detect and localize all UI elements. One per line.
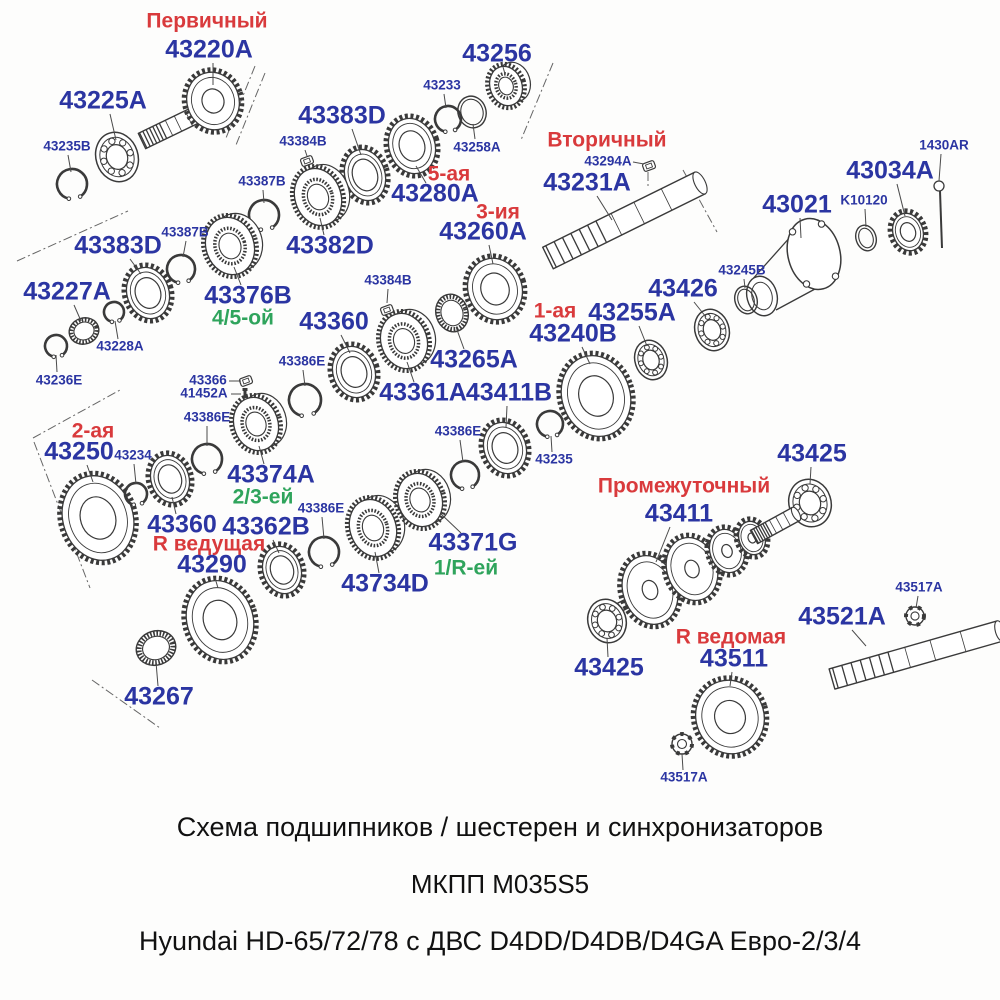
part-gear-43034A [885, 206, 932, 258]
part-label: 43228A [96, 338, 144, 354]
part-label: 43384B [364, 272, 412, 288]
part-label: R ведомая [675, 625, 787, 649]
part-label: 43255A [588, 298, 676, 327]
part-label: Промежуточный [597, 474, 771, 498]
part-label: 43235B [43, 138, 91, 154]
part-label: 43383D [298, 101, 386, 130]
part-label: Вторичный [547, 128, 667, 152]
part-synchro-43374A [224, 388, 293, 459]
part-label: 43290 [177, 550, 247, 579]
part-key-43366 [239, 375, 253, 387]
part-label: 43376B [204, 281, 292, 310]
part-label: 43034A [846, 156, 934, 185]
part-label: 2-ая [71, 419, 115, 443]
part-label: 43021 [762, 190, 832, 219]
part-gear-43290 [173, 569, 267, 672]
part-lock-washer-43517A-upper [906, 607, 924, 625]
part-gear-43360-upper [323, 338, 385, 407]
part-bearing-43225A [89, 127, 144, 188]
part-label: 43383D [74, 231, 162, 260]
part-label: 1/R-ей [433, 556, 499, 580]
part-label: 43265A [430, 345, 518, 374]
part-label: 43245B [718, 262, 766, 278]
gearbox-model: МКПП M035S5 [410, 869, 590, 899]
part-synchro-43376B [196, 207, 270, 284]
part-label: 43361A [379, 378, 467, 407]
part-label: Первичный [146, 9, 268, 33]
part-gear-43240B [548, 343, 644, 448]
part-gear-43250 [48, 463, 147, 573]
part-label: 43240B [529, 319, 617, 348]
part-label: 43280A [391, 179, 479, 208]
part-label: 43234 [114, 447, 152, 463]
part-gear-43411B [474, 414, 536, 483]
part-label: 43734D [341, 569, 429, 598]
part-key-43294A [642, 160, 656, 172]
part-label: R ведущая [152, 532, 266, 556]
part-label: 3-ия [476, 200, 520, 224]
part-pin-1430AR [934, 181, 944, 248]
part-label: K10120 [840, 192, 888, 208]
part-label: 5-ая [427, 162, 471, 186]
part-label: 43256 [462, 39, 532, 68]
part-label: 43387B [161, 224, 209, 240]
part-label: 43387B [238, 173, 286, 189]
part-key-43384B-lower [380, 304, 394, 316]
part-label: 43517A [895, 579, 943, 595]
part-label: 43233 [423, 77, 461, 93]
part-snapring-43386E-4 [447, 457, 482, 492]
part-needle-bearing-43265A [431, 290, 473, 336]
part-label: 43386E [434, 423, 482, 439]
part-label: 43411B [465, 378, 553, 407]
part-label: 43425 [777, 439, 847, 468]
part-label: 43384B [279, 133, 327, 149]
part-label: 43426 [648, 274, 718, 303]
part-label: 43517A [660, 769, 708, 785]
part-gear-43383D-lower [117, 259, 179, 328]
part-label: 43294A [584, 153, 632, 169]
part-label: 43382D [286, 231, 374, 260]
part-label: 43258A [453, 139, 501, 155]
part-label: 43250 [44, 437, 114, 466]
part-label: 43386E [297, 500, 345, 516]
diagram-title: Схема подшипников / шестерен и синхронизаторов [176, 812, 824, 842]
part-label: 43220A [165, 35, 253, 64]
part-label: 4/5-ой [212, 306, 274, 330]
part-label: 43360 [147, 510, 217, 539]
part-ring-K10120 [852, 223, 879, 254]
part-label: 41452A [180, 385, 228, 401]
part-snapring-43235B [53, 165, 91, 202]
part-bearing-43426 [689, 305, 734, 355]
part-key-43384B-upper [300, 155, 314, 167]
part-label: 43260A [439, 217, 527, 246]
part-snapring-43235 [534, 408, 567, 440]
part-label: 43362B [222, 512, 310, 541]
vehicle-application: Hyundai HD-65/72/78 с ДВС D4DD/D4DB/D4GA Евро-2/3/4 [138, 926, 862, 956]
part-label: 43225A [59, 86, 147, 115]
part-bearing-43255A [630, 336, 673, 384]
part-label: 43425 [574, 653, 644, 682]
part-label: 43366 [189, 372, 227, 388]
part-label: 43227A [23, 277, 111, 306]
part-label: 43411 [644, 499, 714, 528]
part-label: 43386E [183, 409, 231, 425]
part-label: 43267 [124, 682, 194, 711]
part-label: 43521A [798, 602, 886, 631]
part-label: 1-ая [533, 299, 577, 323]
part-label: 43371G [428, 528, 518, 557]
part-label: 2/3-ей [232, 485, 294, 509]
part-label: 43360 [299, 307, 369, 336]
part-label: 43374A [227, 460, 315, 489]
part-label: 43235 [535, 451, 573, 467]
part-label: 43386E [278, 353, 326, 369]
part-label: 43511 [699, 644, 769, 673]
part-label: 43231A [543, 168, 631, 197]
part-label: 43236E [35, 372, 83, 388]
part-lock-washer-43517A-lower [672, 734, 692, 754]
part-label: 1430AR [919, 137, 969, 153]
